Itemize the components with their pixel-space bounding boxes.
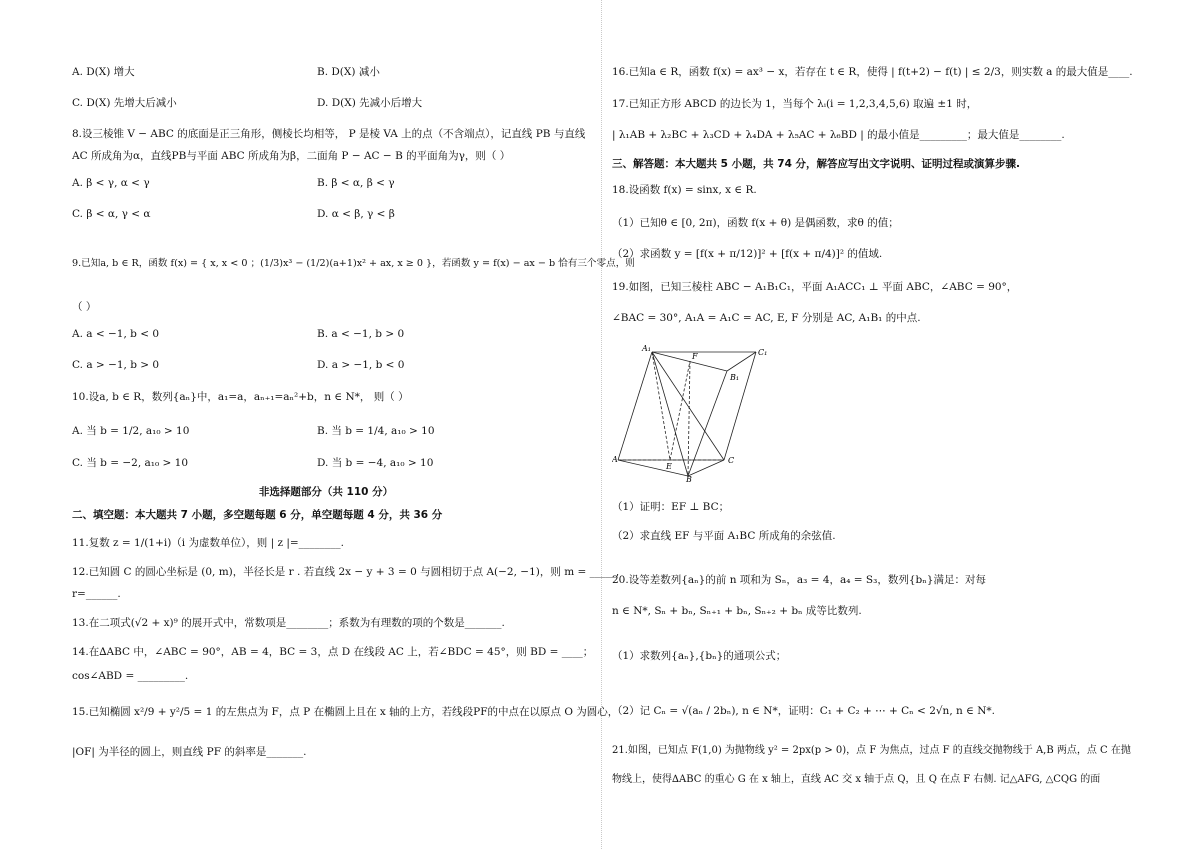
label-c: C <box>728 456 735 465</box>
prism-figure <box>612 342 772 482</box>
section2-heading: 二、填空题：本大题共 7 小题，多空题每题 6 分，单空题每题 4 分，共 36 分 <box>72 509 443 521</box>
q10-option-a: A. 当 b = 1/2, a₁₀ > 10 <box>72 425 190 437</box>
q10-option-b: B. 当 b = 1/4, a₁₀ > 10 <box>317 425 435 437</box>
q19-line2: ∠BAC = 30°, A₁A = A₁C = AC, E, F 分别是 AC, A₁B₁ 的中点. <box>612 312 921 324</box>
q8-option-c: C. β < α, γ < α <box>72 208 151 220</box>
column-divider <box>601 0 602 849</box>
q9-option-a: A. a < −1, b < 0 <box>72 328 160 340</box>
q21-line1: 21.如图，已知点 F(1,0) 为抛物线 y² = 2px(p > 0)，点 F 为焦点，过点 F 的直线交抛物线于 A,B 两点，点 C 在抛 <box>612 745 1131 756</box>
q15-line2: |OF| 为半径的圆上，则直线 PF 的斜率是_______. <box>72 746 307 758</box>
q7-option-b: B. D(X) 减小 <box>317 66 380 78</box>
q9-option-b: B. a < −1, b > 0 <box>317 328 405 340</box>
q15-line1: 15.已知椭圆 x²/9 + y²/5 = 1 的左焦点为 F，点 P 在椭圆上且在 x 轴的上方，若线段PF的中点在以原点 O 为圆心， <box>72 706 619 718</box>
q9-stem-line1: 9.已知a, b ∈ R，函数 f(x) = { x, x < 0 ；(1/3)x³ − (1/2)(a+1)x² + ax, x ≥ 0 }，若函数 y = f(x) − ax − b 恰有三个零点，则 <box>72 258 635 269</box>
label-a: A <box>612 455 618 464</box>
q11: 11.复数 z = 1/(1+i)（i 为虚数单位），则 | z |=________. <box>72 537 344 549</box>
q7-option-a: A. D(X) 增大 <box>72 66 135 78</box>
q18-stem: 18.设函数 f(x) = sinx, x ∈ R. <box>612 184 757 196</box>
label-b1: B₁ <box>730 373 740 382</box>
label-b: B <box>686 475 692 482</box>
q19-part2: （2）求直线 EF 与平面 A₁BC 所成角的余弦值. <box>612 530 836 542</box>
q12-line2: r=______. <box>72 588 121 600</box>
q8-option-b: B. β < α, β < γ <box>317 177 395 189</box>
q7-option-d: D. D(X) 先减小后增大 <box>317 97 423 109</box>
q8-option-d: D. α < β, γ < β <box>317 208 395 220</box>
q17-line2: | λ₁AB + λ₂BC + λ₃CD + λ₄DA + λ₅AC + λ₆BD | 的最小值是_________；最大值是________. <box>612 129 1065 141</box>
q20-line1: 20.设等差数列{aₙ}的前 n 项和为 Sₙ，a₃ = 4，a₄ = S₃，数列{bₙ}满足：对每 <box>612 574 986 586</box>
q8-stem-line1: 8.设三棱锥 V − ABC 的底面是正三角形，侧棱长均相等， P 是棱 VA 上的点（不含端点），记直线 PB 与直线 <box>72 128 586 140</box>
q19-part1: （1）证明：EF ⊥ BC； <box>612 501 730 513</box>
q20-line2: n ∈ N*, Sₙ + bₙ, Sₙ₊₁ + bₙ, Sₙ₊₂ + bₙ 成等比数列. <box>612 605 862 617</box>
q8-option-a: A. β < γ, α < γ <box>72 177 150 189</box>
q9-stem-line2: （ ） <box>72 301 97 313</box>
q10-option-d: D. 当 b = −4, a₁₀ > 10 <box>317 457 434 469</box>
q8-stem-line2: AC 所成角为α，直线PB与平面 ABC 所成角为β，二面角 P − AC − B 的平面角为γ，则（ ） <box>72 150 511 162</box>
label-e: E <box>666 462 672 471</box>
q19-line1: 19.如图，已知三棱柱 ABC − A₁B₁C₁，平面 A₁ACC₁ ⊥ 平面 ABC，∠ABC = 90°， <box>612 281 1018 293</box>
q18-part1: （1）已知θ ∈ [0, 2π)，函数 f(x + θ) 是偶函数，求θ 的值； <box>612 217 899 229</box>
q10-option-c: C. 当 b = −2, a₁₀ > 10 <box>72 457 189 469</box>
label-a1: A₁ <box>642 344 651 353</box>
prism-diagram <box>612 342 772 482</box>
q9-option-c: C. a > −1, b > 0 <box>72 359 160 371</box>
q21-line2: 物线上，使得∆ABC 的重心 G 在 x 轴上，直线 AC 交 x 轴于点 Q，且 Q 在点 F 右侧. 记△AFG, △CQG 的面 <box>612 774 1101 785</box>
label-f: F <box>692 352 698 361</box>
q14-line2: cos∠ABD = _________. <box>72 670 189 682</box>
q7-option-c: C. D(X) 先增大后减小 <box>72 97 177 109</box>
label-c1: C₁ <box>758 348 768 357</box>
q16: 16.已知a ∈ R，函数 f(x) = ax³ − x，若存在 t ∈ R，使得 | f(t+2) − f(t) | ≤ 2/3，则实数 a 的最大值是____. <box>612 66 1133 78</box>
part-heading: 非选择题部分（共 110 分） <box>258 486 394 498</box>
q13: 13.在二项式(√2 + x)⁹ 的展开式中，常数项是________；系数为有理数的项的个数是_______. <box>72 617 505 629</box>
section3-heading: 三、解答题：本大题共 5 小题，共 74 分，解答应写出文字说明、证明过程或演算步骤. <box>612 158 1021 170</box>
q20-part2: （2）记 Cₙ = √(aₙ / 2bₙ), n ∈ N*，证明：C₁ + C₂ + ⋯ + Cₙ < 2√n, n ∈ N*. <box>612 705 995 717</box>
q10-stem: 10.设a, b ∈ R，数列{aₙ}中，a₁=a，aₙ₊₁=aₙ²+b，n ∈ N*， 则（ ） <box>72 391 409 403</box>
q9-option-d: D. a > −1, b < 0 <box>317 359 405 371</box>
q17-line1: 17.已知正方形 ABCD 的边长为 1，当每个 λᵢ(i = 1,2,3,4,5,6) 取遍 ±1 时， <box>612 98 978 110</box>
q14-line1: 14.在∆ABC 中，∠ABC = 90°，AB = 4，BC = 3，点 D 在线段 AC 上，若∠BDC = 45°，则 BD = ____； <box>72 646 594 658</box>
q20-part1: （1）求数列{aₙ},{bₙ}的通项公式； <box>612 650 787 662</box>
q12-line1: 12.已知圆 C 的圆心坐标是 (0, m)，半径长是 r . 若直线 2x − y + 3 = 0 与圆相切于点 A(−2, −1)，则 m = _____, <box>72 566 620 578</box>
q18-part2: （2）求函数 y = [f(x + π/12)]² + [f(x + π/4)]² 的值域. <box>612 248 883 260</box>
